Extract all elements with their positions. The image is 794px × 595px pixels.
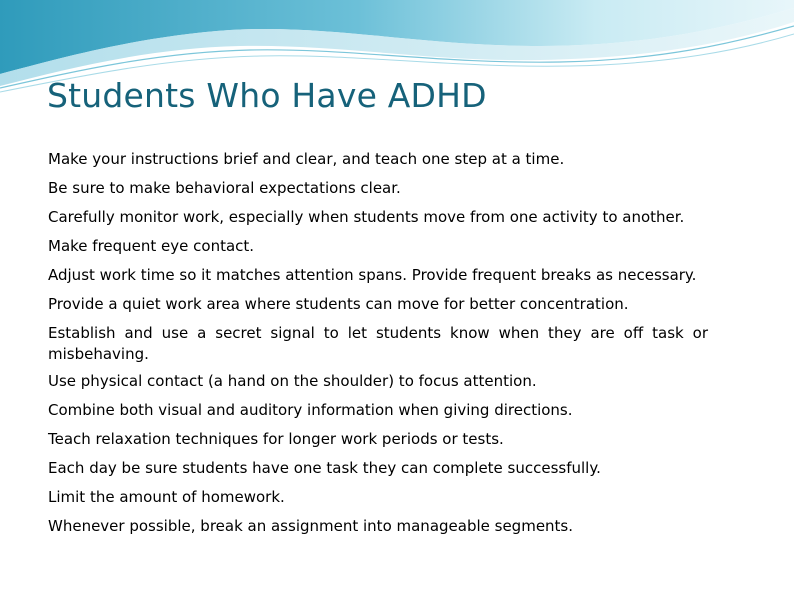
list-item: Whenever possible, break an assignment into manageable segments. bbox=[48, 517, 574, 535]
list-item: Use physical contact (a hand on the shoulder) to focus attention. bbox=[48, 372, 537, 390]
list-item: Provide a quiet work area where students can move for better concentration. bbox=[48, 295, 629, 313]
list-item: Limit the amount of homework. bbox=[48, 488, 285, 506]
list-item: Adjust work time so it matches attention spans. Provide frequent breaks as necessary. bbox=[48, 266, 697, 284]
list-item: Establish and use a secret signal to let students know when they are off task or misbehaving. bbox=[48, 324, 708, 363]
list-item: Carefully monitor work, especially when students move from one activity to another. bbox=[48, 208, 685, 226]
content-list bbox=[48, 149, 708, 545]
list-item: Each day be sure students have one task they can complete successfully. bbox=[48, 459, 601, 477]
list-item: Be sure to make behavioral expectations clear. bbox=[48, 179, 401, 197]
list-item: Teach relaxation techniques for longer work periods or tests. bbox=[48, 430, 504, 448]
list-item: Make frequent eye contact. bbox=[48, 237, 255, 255]
list-item: Make your instructions brief and clear, and teach one step at a time. bbox=[48, 150, 565, 168]
list-item: Combine both visual and auditory information when giving directions. bbox=[48, 401, 573, 419]
slide-title: Students Who Have ADHD bbox=[47, 76, 487, 115]
